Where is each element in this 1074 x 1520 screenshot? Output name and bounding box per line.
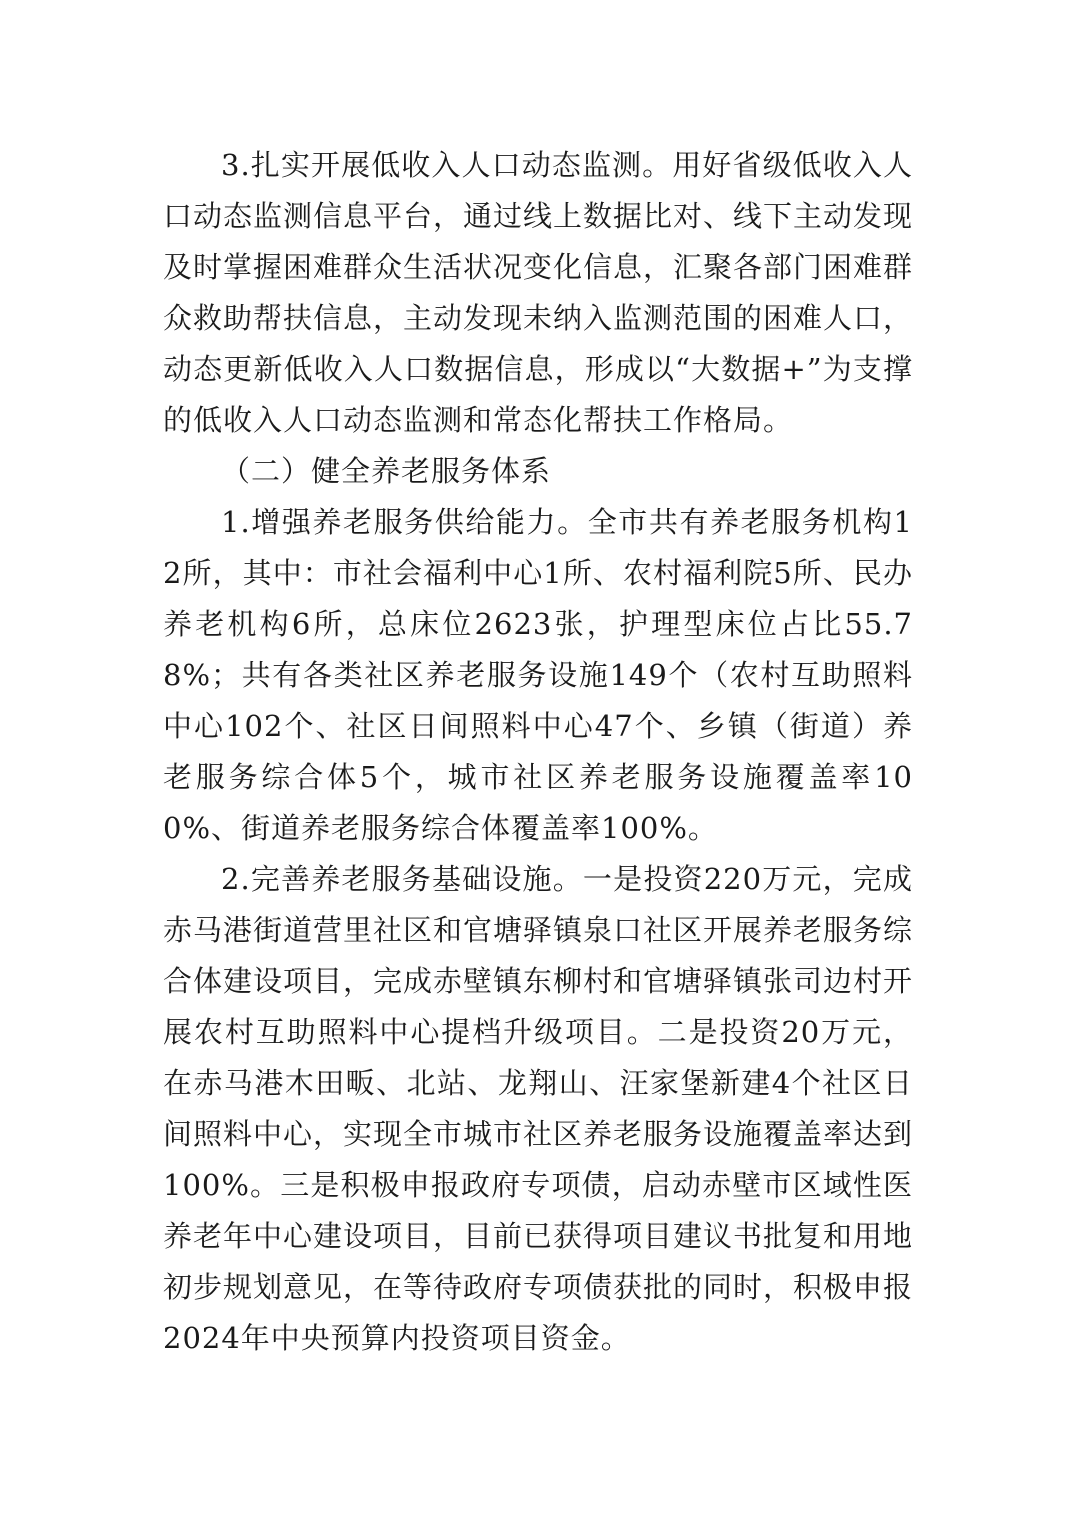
paragraph-elderly-service-supply: 1.增强养老服务供给能力。全市共有养老服务机构12所，其中：市社会福利中心1所、农村福利院5所、民办养老机构6所，总床位2623张，护理型床位占比55.78%；共有各类社区养老服务设施149个（农村互助照料中心102个、社区日间照料中心47个、乡镇（街道）养老服务综合体5个，城市社区养老服务设施覆盖率100%、街道养老服务综合体覆盖率100%。: [163, 505, 913, 845]
section-heading-elderly-care: （二）健全养老服务体系: [221, 454, 552, 488]
paragraph-elderly-infrastructure: 2.完善养老服务基础设施。一是投资220万元，完成赤马港街道营里社区和官塘驿镇泉口社区开展养老服务综合体建设项目，完成赤壁镇东柳村和官塘驿镇张司边村开展农村互助照料中心提档升级项目。二是投资20万元，在赤马港木田畈、北站、龙翔山、汪家堡新建4个社区日间照料中心，实现全市城市社区养老服务设施覆盖率达到100%。三是积极申报政府专项债，启动赤壁市区域性医养老年中心建设项目，目前已获得项目建议书批复和用地初步规划意见，在等待政府专项债获批的同时，积极申报2024年中央预算内投资项目资金。: [163, 862, 914, 1355]
document-page: [163, 140, 913, 1364]
paragraph-low-income-monitoring: 3.扎实开展低收入人口动态监测。用好省级低收入人口动态监测信息平台，通过线上数据比对、线下主动发现及时掌握困难群众生活状况变化信息，汇聚各部门困难群众救助帮扶信息，主动发现未纳入监测范围的困难人口，动态更新低收入人口数据信息，形成以“大数据+”为支撑的低收入人口动态监测和常态化帮扶工作格局。: [163, 148, 914, 437]
